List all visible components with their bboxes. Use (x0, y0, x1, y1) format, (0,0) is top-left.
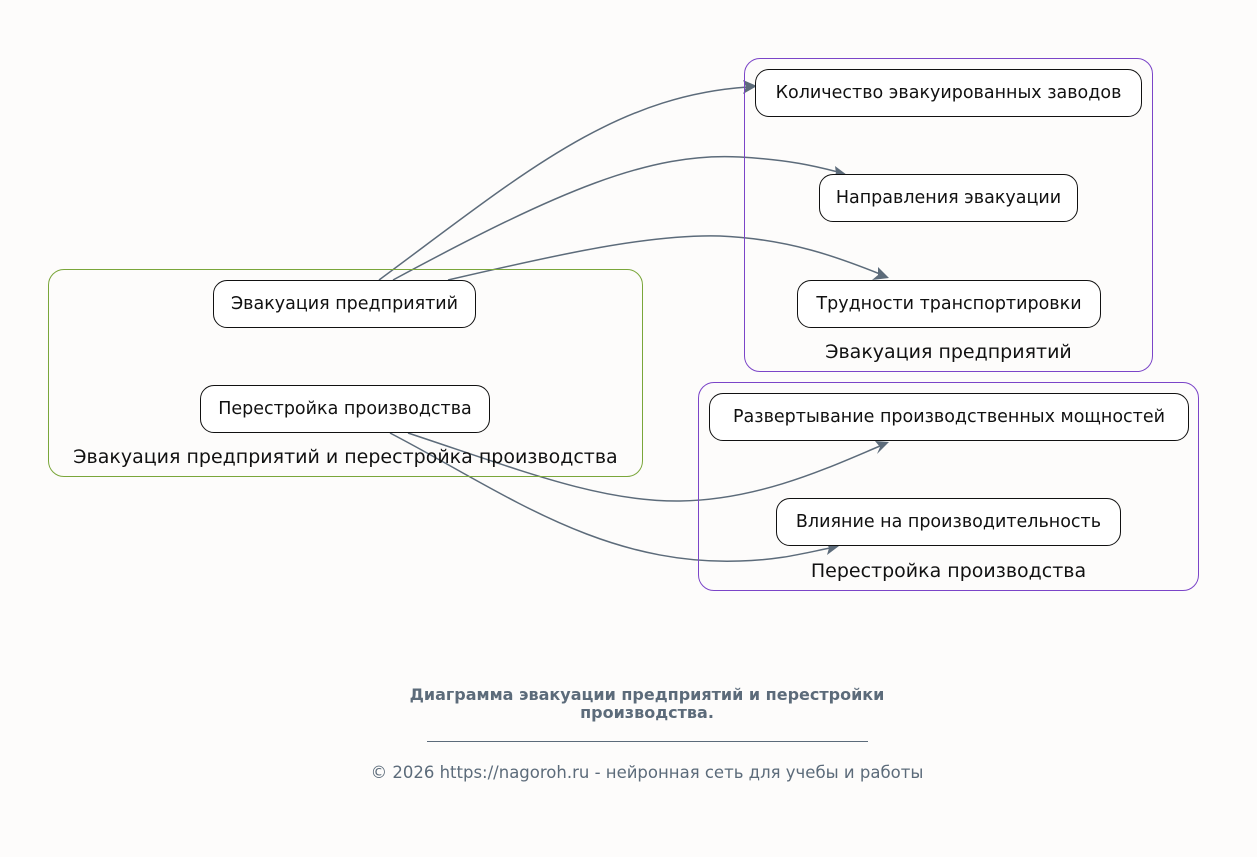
caption-divider (427, 741, 868, 742)
footer-credit: © 2026 https://nagoroh.ru - нейронная сеть для учебы и работы (370, 763, 924, 782)
edge-evacuation-to-factories-count (379, 87, 748, 280)
node-capacity-deployment[interactable]: Развертывание производственных мощностей (709, 393, 1189, 441)
group-label-restructuring: Перестройка производства (810, 560, 1087, 582)
node-restructuring-source[interactable]: Перестройка производства (200, 385, 490, 433)
group-label-left: Эвакуация предприятий и перестройка производства (73, 446, 618, 468)
group-label-evacuation: Эвакуация предприятий (825, 341, 1072, 363)
node-productivity-impact[interactable]: Влияние на производительность (776, 498, 1121, 546)
node-factories-count[interactable]: Количество эвакуированных заводов (755, 69, 1142, 117)
node-transport-difficulties[interactable]: Трудности транспортировки (797, 280, 1101, 328)
node-directions[interactable]: Направления эвакуации (819, 174, 1078, 222)
diagram-caption: Диаграмма эвакуации предприятий и перестройки производства. (409, 685, 885, 722)
node-evacuation-source[interactable]: Эвакуация предприятий (213, 280, 476, 328)
